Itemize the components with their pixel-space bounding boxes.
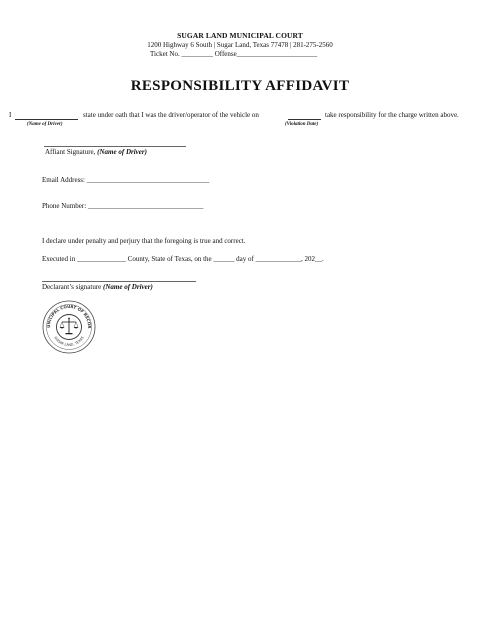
svg-text:MUNICIPAL COURT OF RECORD: UNICIPAL COURT OF RECOR xyxy=(45,303,93,329)
affiant-label-text: Affiant Signature, xyxy=(45,148,96,156)
declaration-text: I declare under penalty and perjury that the foregoing is true and correct. xyxy=(42,237,246,245)
declarant-name-caption: (Name of Driver) xyxy=(103,283,153,291)
court-address: 1200 Highway 6 South | Sugar Land, Texas 77478 | 281-275-2560 xyxy=(147,41,333,49)
driver-name-field[interactable] xyxy=(15,119,78,120)
email-label: Email Address: xyxy=(42,176,85,184)
email-field[interactable]: ___________________________________ xyxy=(86,176,210,184)
svg-text:SUGAR LAND, TEXAS: SUGAR LAND, TEXAS xyxy=(53,335,85,348)
offense-label: Offense_______________________ xyxy=(214,50,318,58)
declarant-label-text: Declarant’s signature xyxy=(42,283,102,291)
name-of-driver-caption: (Name of Driver) xyxy=(27,122,63,127)
court-name: SUGAR LAND MUNICIPAL COURT xyxy=(177,31,303,40)
ticket-line xyxy=(150,50,317,58)
violation-date-field[interactable] xyxy=(288,119,321,120)
affiant-signature-label xyxy=(45,148,147,156)
phone-row xyxy=(42,202,203,210)
oath-i: I xyxy=(9,111,12,119)
affiant-signature-field[interactable] xyxy=(44,146,186,147)
oath-text-end: take responsibility for the charge written above. xyxy=(325,111,459,119)
phone-field[interactable]: _________________________________ xyxy=(87,202,204,210)
declarant-signature-field[interactable] xyxy=(42,281,196,282)
violation-date-caption: (Violation Date) xyxy=(285,122,319,127)
email-row xyxy=(42,176,209,184)
executed-text: Executed in ______________ County, State of Texas, on the ______ day of _____________, 202__. xyxy=(42,255,324,263)
declarant-signature-label xyxy=(42,283,153,291)
phone-label: Phone Number: xyxy=(42,202,87,210)
ticket-label: Ticket No. _________ xyxy=(150,50,213,58)
court-seal-icon xyxy=(42,300,96,354)
page-title: RESPONSIBILITY AFFIDAVIT xyxy=(130,78,350,94)
oath-text: state under oath that I was the driver/operator of the vehicle on xyxy=(83,111,259,119)
affiant-name-caption: (Name of Driver) xyxy=(97,148,147,156)
